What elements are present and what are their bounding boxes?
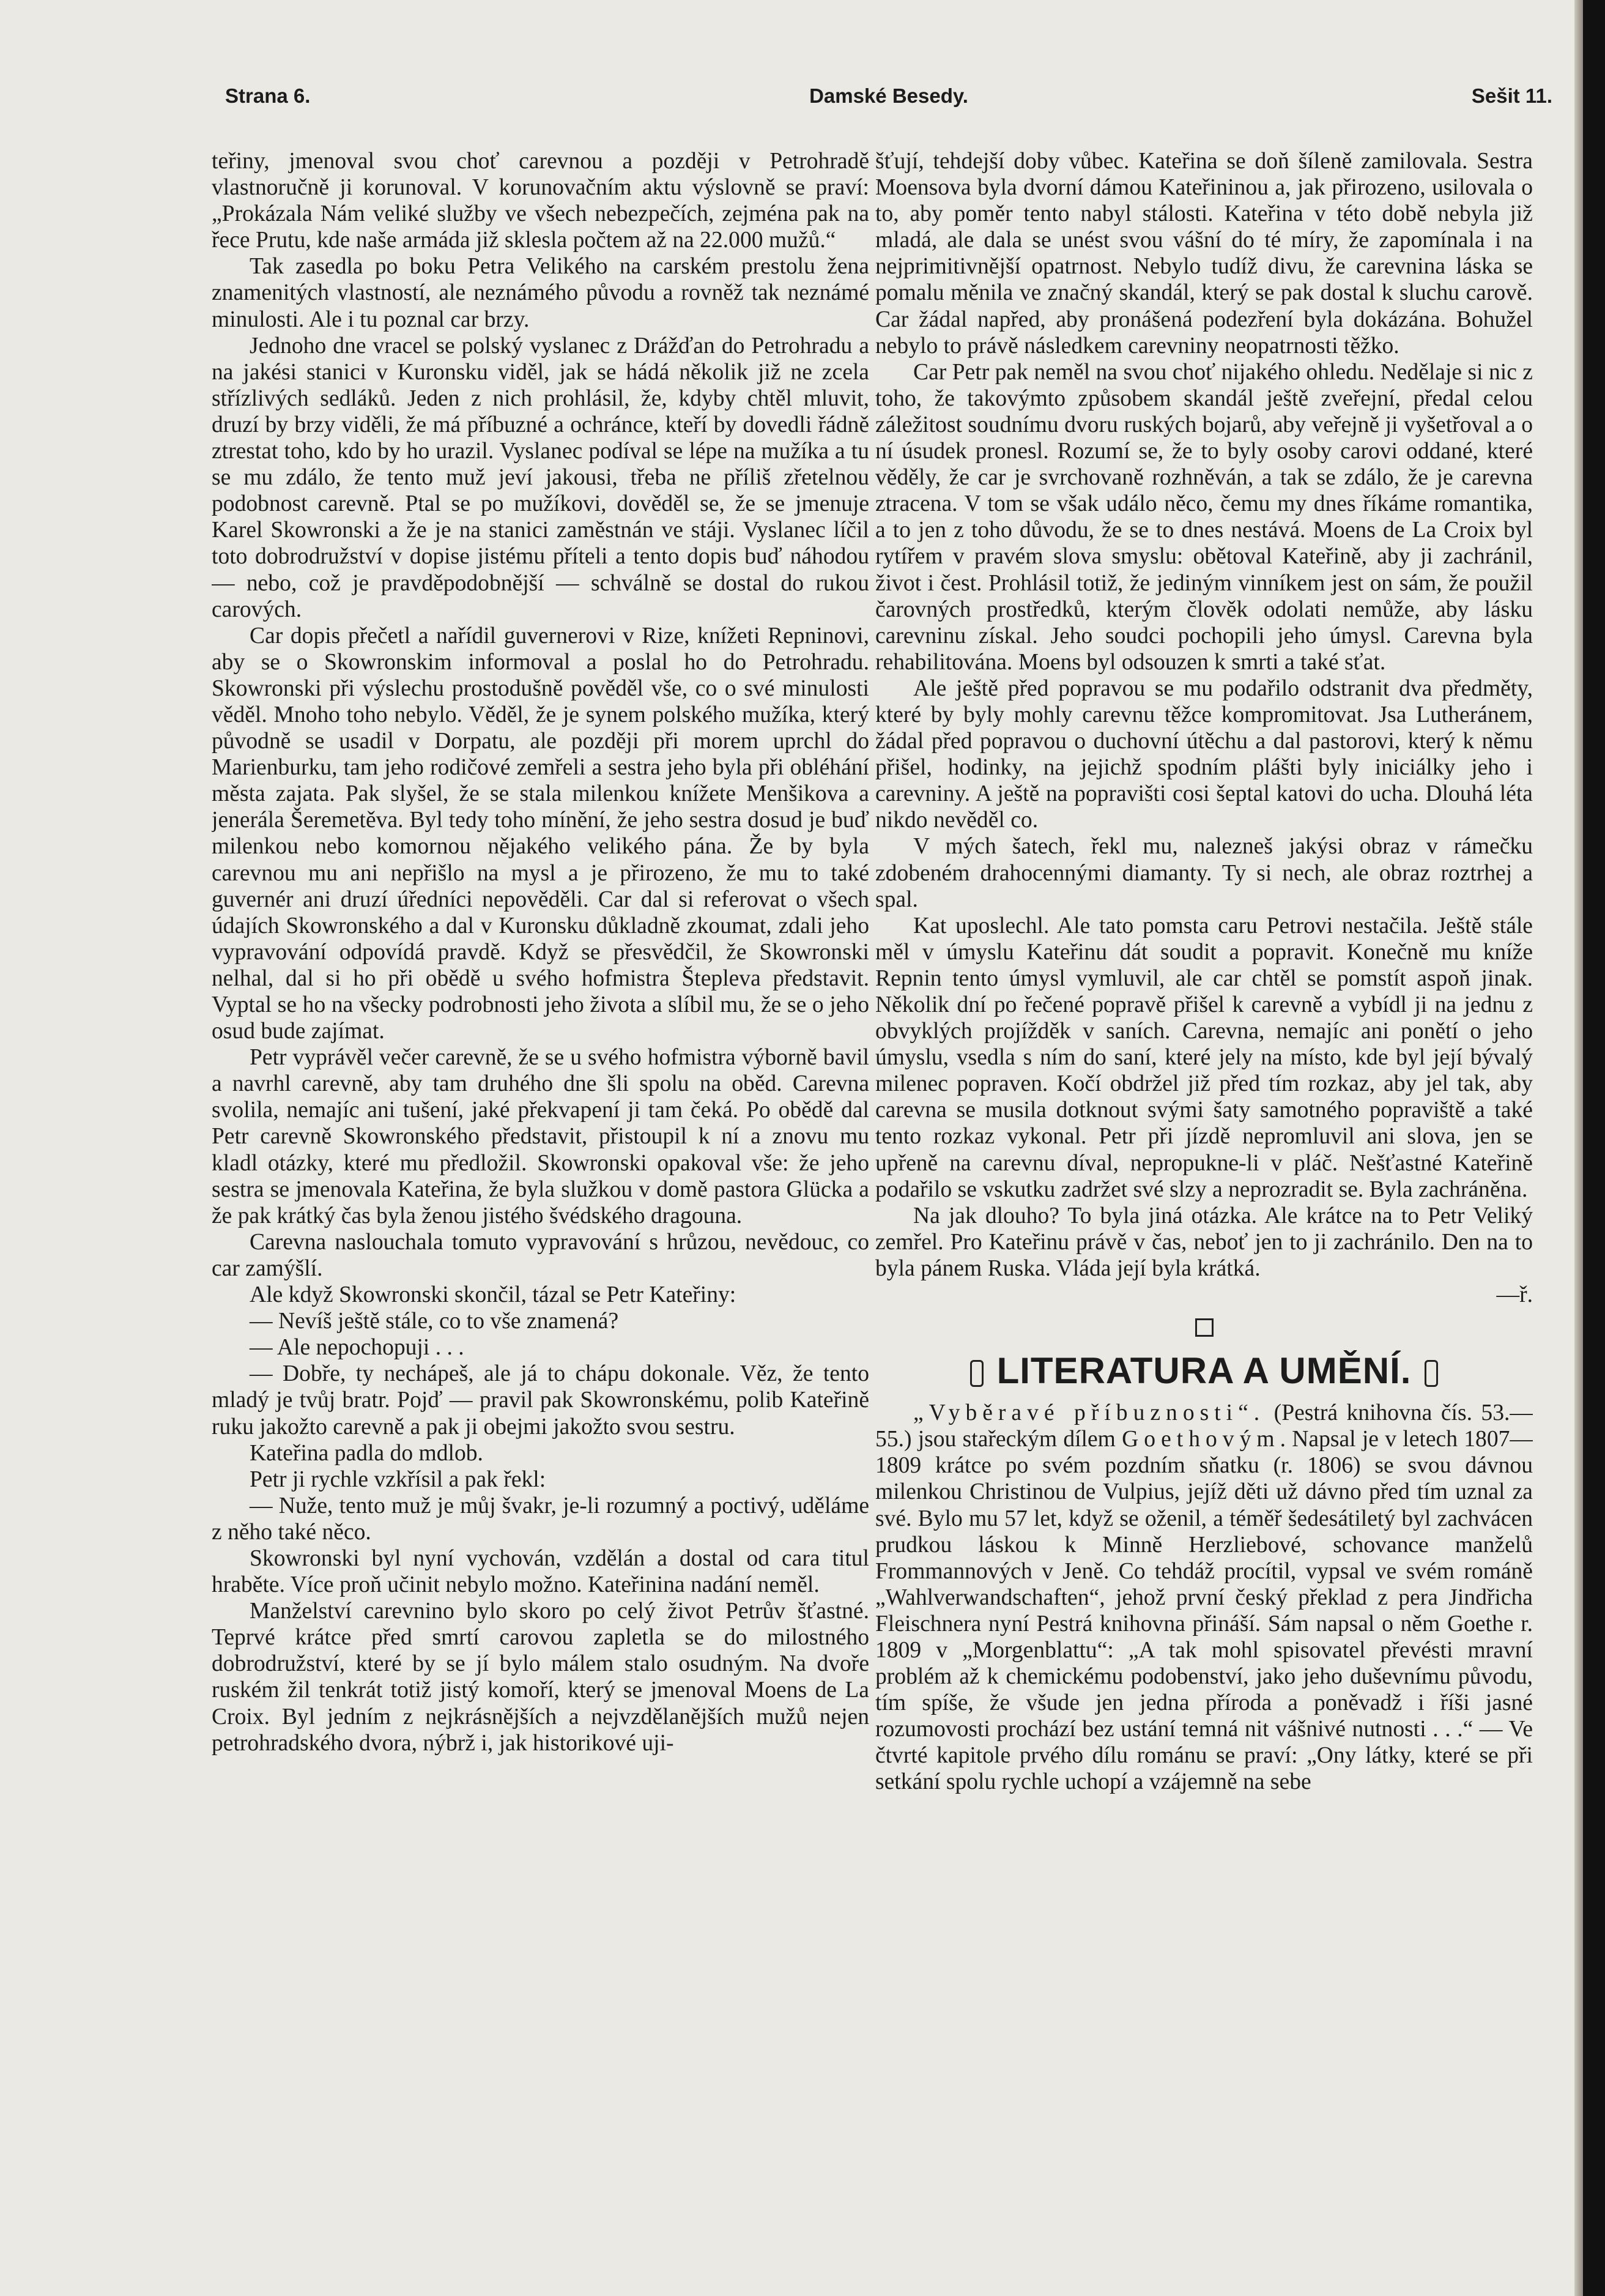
paragraph: Ale když Skowronski skončil, tázal se Petr Kateřiny: [250, 1282, 736, 1308]
section-separator-icon [1195, 1318, 1214, 1337]
ornament-icon [970, 1360, 984, 1387]
right-column [875, 148, 1533, 2216]
binding-spine [1583, 0, 1605, 2296]
author-signature: —ř. [1496, 1282, 1533, 1308]
issue-number: Sešit 11. [1471, 84, 1552, 107]
paragraph: Car dopis přečetl a nařídil guvernerovi v Rize, knížeti Repninovi, aby se o Skowronskim informoval a poslal ho do Petrohradu. Skowronski při výslechu prostodušně pověděl vše, co o své minulosti věděl. Mnoho toho nebylo. Věděl, že je synem polského mužíka, který původně se usadil v Dorpatu, ale později při morem uprchl do Marienburku, tam jeho rodičové zemřeli a sestra jeho byla při obléhání města zajata. Pak slyšel, že se stala milenkou knížete Menšikova a jenerála Šeremetěva. Byl tedy toho mínění, že jeho sestra dosud je buď milenkou nebo komornou nějakého velikého pána. Že by byla carevnou mu ani nepřišlo na mysl a je přirozeno, že mu to také guvernér ani druzí úředníci nepověděli. Car dal si referovat o všech údajích Skowronského a dal v Kuronsku důkladně zkoumat, zdali jeho vypravování odpovídá pravdě. Když se přesvědčil, že Skowronski nelhal, dal si ho při obědě u svého hofmistra Štepleva představit. Vyptal se ho na všecky podrobnosti jeho života a slíbil mu, že se o jeho osud bude zajímat. [212, 623, 869, 1044]
paragraph: Ale ještě před popravou se mu podařilo odstranit dva předměty, které by byly mohly carevnu těžce kompromitovat. Jsa Lutheránem, žádal před popravou o duchovní útěchu a dal pastorovi, který k němu přišel, hodinky, na jejichž spodním plášti byly iniciálky jeho i carevniny. A ještě na popravišti cosi šeptal katovi do ucha. Dlouhá léta nikdo nevěděl co. [875, 675, 1533, 833]
dialogue-line: — Nevíš ještě stále, co to vše znamená? [250, 1309, 619, 1334]
paragraph: Na jak dlouho? To byla jiná otázka. Ale krátce na to Petr Veliký zemřel. Pro Kateřinu právě v čas, neboť jen to ji zachránilo. Den na to byla pánem Ruska. Vláda její byla krátká. [875, 1203, 1533, 1281]
paragraph: šťují, tehdejší doby vůbec. Kateřina se doň šíleně zamilovala. Sestra Moensova byla dvorní dámou Kateřininou a, jak přirozeno, usilovala o to, aby poměr tento nabyl stálosti. Kateřina v této době nebyla již mladá, ale dala se unést svou vášní do té míry, že zapomínala i na nejprimitivnější opatrnost. Nebylo tudíž divu, že carevnina láska se pomalu měnila ve značný skandál, který se pak dostal k sluchu carově. Car žádal napřed, aby pronášená podezření byla dokázána. Bohužel nebylo to právě následkem carevniny neopatrnosti těžko. [875, 149, 1533, 359]
paragraph: Carevna naslouchala tomuto vypravování s hrůzou, nevědouc, co car zamýšlí. [212, 1229, 869, 1281]
paragraph: V mých šatech, řekl mu, nalezneš jakýsi obraz v rámečku zdobeném drahocennými diamanty. Ty si nech, ale obraz roztrhej a spal. [875, 834, 1533, 912]
dialogue-line: — Nuže, tento muž je můj švakr, je-li rozumný a poctivý, uděláme z něho také něco. [212, 1493, 869, 1545]
paragraph: teřiny, jmenoval svou choť carevnou a později v Petrohradě vlastnoručně ji korunoval. V korunovačním aktu výslovně se praví: „Prokázala Nám veliké služby ve všech nebezpečích, zejména pak na řece Prutu, kde naše armáda již sklesla počtem až na 22.000 mužů.“ [212, 149, 869, 253]
paragraph: Petr vyprávěl večer carevně, že se u svého hofmistra výborně bavil a navrhl carevně, aby tam druhého dne šli spolu na oběd. Carevna svolila, nemajíc ani tušení, jaké překvapení ji tam čeká. Po obědě dal Petr carevně Skowronského představit, přistoupil k ní a znovu mu kladl otázky, které mu předložil. Skowronski opakoval vše: že jeho sestra se jmenovala Kateřina, že byla služkou v domě pastora Glücka a že pak krátký čas byla ženou jistého švédského dragouna. [212, 1045, 869, 1228]
ornament-icon [1425, 1360, 1438, 1387]
left-column [212, 148, 869, 2216]
dialogue-line: — Ale nepochopuji . . . [250, 1335, 464, 1361]
book-title: „Vyběravé příbuznosti“. [913, 1400, 1266, 1426]
paragraph: Manželství carevnino bylo skoro po celý život Petrův šťastné. Teprvé krátce před smrtí carovou zapletla se do milostného dobrodružství, které by se jí bylo málem stalo osudným. Na dvoře ruském žil tenkrát totiž jistý komoří, který se jmenoval Moens de La Croix. Byl jedním z nejkrásnějších a nejvzdělanějších mužů nejen petrohradského dvora, nýbrž i, jak historikové uji- [212, 1599, 869, 1756]
section-title: LITERATURA A UMĚNÍ. [996, 1350, 1412, 1392]
binding-edge [1574, 0, 1583, 2296]
page-header [225, 84, 1552, 121]
dialogue-line: — Dobře, ty nechápeš, ale já to chápu dokonale. Věz, že tento mladý je tvůj bratr. Pojď — pravil pak Skowronskému, polib Kateřině ruku jakožto carevně a pak ji obejmi jakožto svou sestru. [212, 1361, 869, 1440]
paragraph: Tak zasedla po boku Petra Velikého na carském prestolu žena znamenitých vlastností, ale neznámého původu a rovněž tak neznámé minulosti. Ale i tu poznal car brzy. [212, 254, 869, 332]
paragraph: Jednoho dne vracel se polský vyslanec z Drážďan do Petrohradu a na jakési stanici v Kuronsku viděl, jak se hádá několik již ne zcela střízlivých sedláků. Jeden z nich prohlásil, že, kdyby chtěl mluvit, druzí by brzy viděli, že má příbuzné a ochránce, kteří by dovedli řádně ztrestat toho, kdo by ho urazil. Vyslanec podíval se lépe na mužíka a tu se mu zdálo, že tento muž jeví jakousi, třeba ne příliš zřetelnou podobnost carevně. Ptal se po mužíkovi, dověděl se, že se jmenuje Karel Skowronski a že je na stanici zaměstnán ve stáji. Vyslanec líčil toto dobrodružství v dopise jistému příteli a tento dopis buď náhodou — nebo, což je pravděpodobnější — schválně se dostal do rukou carových. [212, 333, 869, 622]
paragraph: Petr ji rychle vzkřísil a pak řekl: [250, 1466, 546, 1492]
journal-title: Damské Besedy. [809, 84, 968, 107]
review-paragraph [875, 1400, 1533, 1795]
review-text: (Pestrá knihovna čís. 53.—55.) jsou stařeckým dílem [875, 1400, 1533, 1452]
paragraph: Car Petr pak neměl na svou choť nijakého ohledu. Nedělaje si nic z toho, že takovýmto způsobem skandál ještě zveřejní, předal celou záležitost soudnímu dvoru ruských bojarů, aby veřejně ji vyšetřoval a o ní úsudek pronesl. Rozumí se, že to byly osoby carovi oddané, které věděly, že car je svrchovaně rozhněván, a tak se zdálo, že je carevna ztracena. V tom se však událo něco, čemu my dnes říkáme romantika, a to jen z toho důvodu, že se to dnes nestává. Moens de La Croix byl rytířem v pravém slova smyslu: obětoval Kateřině, aby ji zachránil, život i čest. Prohlásil totiž, že jediným vinníkem jest on sám, že použil čarovných prostředků, kterým člověk odolati nemůže, aby lásku carevninu získal. Jeho soudci pochopili jeho úmysl. Carevna byla rehabilitována. Moens byl odsouzen k smrti a také sťat. [875, 359, 1533, 675]
paragraph: Kat uposlechl. Ale tato pomsta caru Petrovi nestačila. Ještě stále měl v úmyslu Kateřinu dát soudit a popravit. Konečně mu kníže Repnin tento úmysl vymluvil, ale car chtěl se pomstít aspoň jinak. Několik dní po řečené popravě přišel k carevně a vybídl ji na jednu z obvyklých projížděk v saních. Carevna, nemajíc ani ponětí o jeho úmyslu, vsedla s ním do saní, které jely na místo, kde byl její bývalý milenec popraven. Kočí obdržel již před tím rozkaz, aby jel tak, aby carevna se musila dotknout svými šaty samotného popraviště a také tento rozkaz vykonal. Petr při jízdě nepromluvil ani slova, jen se upřeně na carevnu díval, nepropukne-li v pláč. Nešťastné Kateřině podařilo se vskutku zadržet své slzy a neprozradit se. Byla zachráněna. [875, 913, 1533, 1202]
paragraph: Kateřina padla do mdlob. [250, 1440, 483, 1466]
author-name: Goethovým [1122, 1427, 1280, 1452]
paragraph: Skowronski byl nyní vychován, vzdělán a dostal od cara titul hraběte. Více proň učinit nebylo možno. Kateřinina nadání neměl. [212, 1545, 869, 1598]
review-text: . Napsal je v letech 1807—1809 krátce po svém pozdním sňatku (r. 1806) se svou dávnou milenkou Christinou de Vulpius, jejíž děti už dávno před tím uznal za své. Bylo mu 57 let, když se oženil, a téměř šedesátiletý byl zachvácen prudkou láskou k Minně Herzliebové, schovance manželů Frommannových v Jeně. Co tehdáž procítil, vypsal ve svém románě „Wahlverwandschaften“, jehož první český překlad z pera Jindřicha Fleischnera nyní Pestrá knihovna přináší. Sám napsal o něm Goethe r. 1809 v „Morgenblattu“: „A tak mohl spisovatel převésti mravní problém až k chemickému podobenství, jako jeho duševnímu původu, tím spíše, že všude jen jedna příroda a poněvadž i říši jasné rozumovosti prochází bez ustání temná nit vášnivé nutnosti . . .“ — Ve čtvrté kapitole prvého dílu románu se praví: „Ony látky, které se při setkání spolu rychle uchopí a vzájemně na sebe [875, 1427, 1533, 1795]
page-number: Strana 6. [225, 84, 311, 107]
section-heading [875, 1345, 1533, 1397]
